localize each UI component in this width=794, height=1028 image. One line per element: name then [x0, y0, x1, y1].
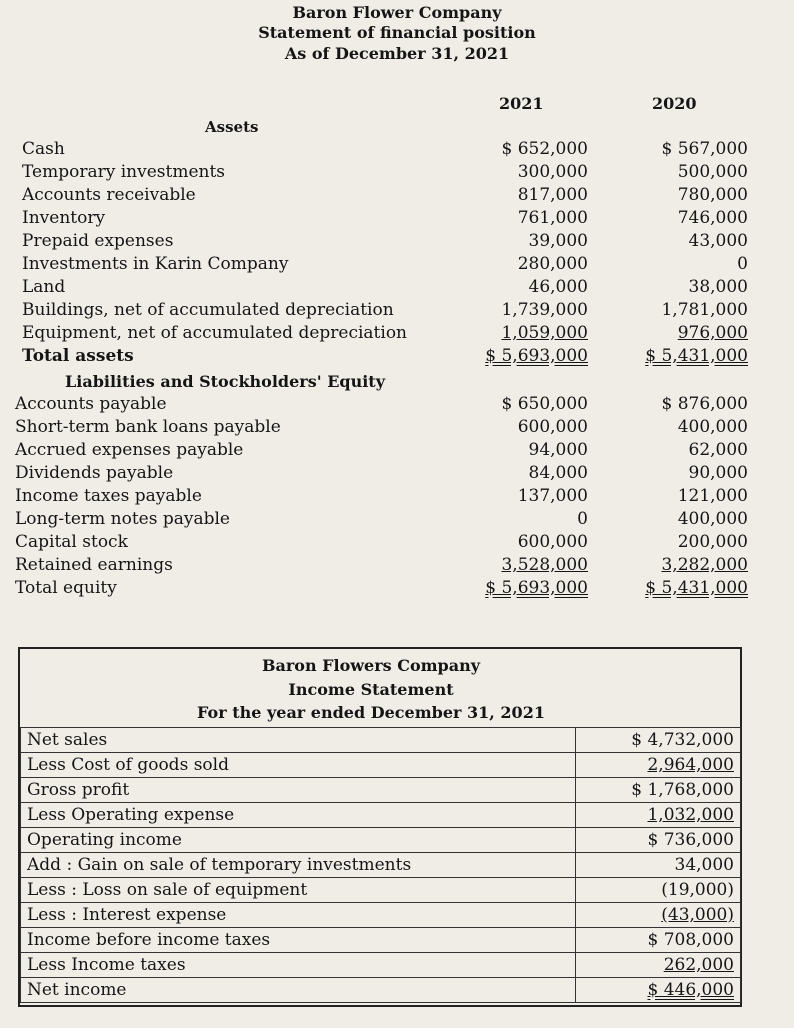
net-income-value [576, 978, 741, 1003]
is-row-label: Gross profit [21, 778, 576, 803]
is-row-value: $ 1,768,000 [576, 778, 741, 803]
is-title: Income Statement [288, 680, 454, 699]
table-row [21, 978, 741, 1003]
asset-label: Land [22, 277, 66, 297]
income-statement-table [20, 727, 741, 1003]
assets-heading: Assets [205, 118, 259, 136]
asset-label: Inventory [22, 208, 106, 228]
assets-2021-column [470, 138, 588, 368]
year-2020-header: 2020 [652, 94, 697, 113]
total-assets-2021: $ 5,693,000 [485, 346, 588, 366]
table-row [21, 778, 741, 803]
asset-label: Accounts receivable [22, 185, 196, 205]
assets-2020-column [628, 138, 748, 368]
liability-value-2020: 62,000 [688, 440, 748, 460]
liabilities-2020-column [628, 393, 748, 600]
is-value-text: 2,964,000 [647, 755, 734, 775]
bs-date: As of December 31, 2021 [284, 44, 510, 63]
assets-labels [22, 138, 422, 368]
liability-label: Accounts payable [15, 394, 167, 414]
table-row [21, 753, 741, 778]
year-2021-header: 2021 [499, 94, 544, 113]
asset-value-2020: 38,000 [688, 277, 748, 297]
is-row-value [576, 903, 741, 928]
is-row-label: Less Income taxes [21, 953, 576, 978]
is-row-value: 34,000 [576, 853, 741, 878]
asset-value-2020: 500,000 [677, 162, 748, 182]
liability-label: Accrued expenses payable [15, 440, 244, 460]
asset-label: Temporary investments [22, 162, 226, 182]
liabilities-equity-heading: Liabilities and Stockholders' Equity [65, 372, 385, 391]
bs-company-name: Baron Flower Company [292, 3, 502, 22]
liability-label: Dividends payable [15, 463, 174, 483]
liability-label: Long-term notes payable [15, 509, 230, 529]
is-row-value: $ 736,000 [576, 828, 741, 853]
is-value-text: 262,000 [663, 955, 734, 975]
is-period: For the year ended December 31, 2021 [197, 703, 545, 722]
asset-value-2020: 43,000 [688, 231, 748, 251]
asset-value-2020: 0 [737, 254, 748, 274]
asset-value-2020: 976,000 [677, 323, 748, 343]
table-row [21, 878, 741, 903]
liability-value-2021: 600,000 [517, 417, 588, 437]
bs-statement-title: Statement of financial position [258, 23, 536, 42]
liability-value-2021: $ 650,000 [501, 394, 588, 414]
is-row-value [576, 753, 741, 778]
liability-value-2020: 3,282,000 [661, 555, 748, 575]
asset-value-2021: 1,739,000 [501, 300, 588, 320]
table-row [21, 853, 741, 878]
liability-value-2020: $ 876,000 [661, 394, 748, 414]
liability-value-2021: 94,000 [528, 440, 588, 460]
table-row [21, 803, 741, 828]
liability-value-2020: 90,000 [688, 463, 748, 483]
asset-value-2021: 300,000 [517, 162, 588, 182]
liability-value-2021: 0 [577, 509, 588, 529]
liability-value-2021: 137,000 [517, 486, 588, 506]
asset-value-2021: 817,000 [517, 185, 588, 205]
is-row-label: Operating income [21, 828, 576, 853]
liability-label: Short-term bank loans payable [15, 417, 281, 437]
table-row [21, 928, 741, 953]
asset-value-2020: $ 567,000 [661, 139, 748, 159]
asset-value-2021: 46,000 [528, 277, 588, 297]
is-value-text: $ 446,000 [647, 980, 734, 1000]
asset-value-2020: 1,781,000 [661, 300, 748, 320]
is-row-value [576, 953, 741, 978]
liability-value-2020: 200,000 [677, 532, 748, 552]
asset-label: Cash [22, 139, 65, 159]
asset-label: Equipment, net of accumulated depreciation [22, 323, 408, 343]
liability-label: Capital stock [15, 532, 128, 552]
table-row [21, 728, 741, 753]
asset-value-2021: 280,000 [517, 254, 588, 274]
is-row-label: Less Cost of goods sold [21, 753, 576, 778]
asset-label: Investments in Karin Company [22, 254, 289, 274]
liability-label: Income taxes payable [15, 486, 202, 506]
asset-value-2021: 761,000 [517, 208, 588, 228]
is-row-value [576, 803, 741, 828]
is-row-label: Income before income taxes [21, 928, 576, 953]
is-row-value: (19,000) [576, 878, 741, 903]
asset-label: Buildings, net of accumulated depreciation [22, 300, 394, 320]
is-company-name: Baron Flowers Company [261, 656, 481, 675]
is-value-text: 1,032,000 [647, 805, 734, 825]
total-equity-2020: $ 5,431,000 [645, 578, 748, 598]
liabilities-2021-column [470, 393, 588, 600]
asset-value-2020: 746,000 [677, 208, 748, 228]
total-equity-label: Total equity [15, 578, 117, 598]
is-row-value: $ 4,732,000 [576, 728, 741, 753]
is-row-label: Add : Gain on sale of temporary investments [21, 853, 576, 878]
table-row [21, 828, 741, 853]
table-row [21, 903, 741, 928]
is-row-label: Less Operating expense [21, 803, 576, 828]
total-assets-2020: $ 5,431,000 [645, 346, 748, 366]
liability-value-2021: 600,000 [517, 532, 588, 552]
liabilities-labels [15, 393, 415, 600]
liability-value-2020: 121,000 [677, 486, 748, 506]
net-income-label: Net income [21, 978, 576, 1003]
liability-value-2021: 3,528,000 [501, 555, 588, 575]
liability-value-2020: 400,000 [677, 509, 748, 529]
is-value-text: (43,000) [661, 905, 734, 925]
asset-value-2021: 1,059,000 [501, 323, 588, 343]
is-row-value: $ 708,000 [576, 928, 741, 953]
asset-label: Prepaid expenses [22, 231, 174, 251]
total-equity-2021: $ 5,693,000 [485, 578, 588, 598]
total-assets-label: Total assets [22, 346, 134, 366]
is-row-label: Less : Loss on sale of equipment [21, 878, 576, 903]
liability-value-2020: 400,000 [677, 417, 748, 437]
is-row-label: Net sales [21, 728, 576, 753]
table-row [21, 953, 741, 978]
is-row-label: Less : Interest expense [21, 903, 576, 928]
liability-label: Retained earnings [15, 555, 173, 575]
liability-value-2021: 84,000 [528, 463, 588, 483]
asset-value-2021: 39,000 [528, 231, 588, 251]
asset-value-2021: $ 652,000 [501, 139, 588, 159]
asset-value-2020: 780,000 [677, 185, 748, 205]
